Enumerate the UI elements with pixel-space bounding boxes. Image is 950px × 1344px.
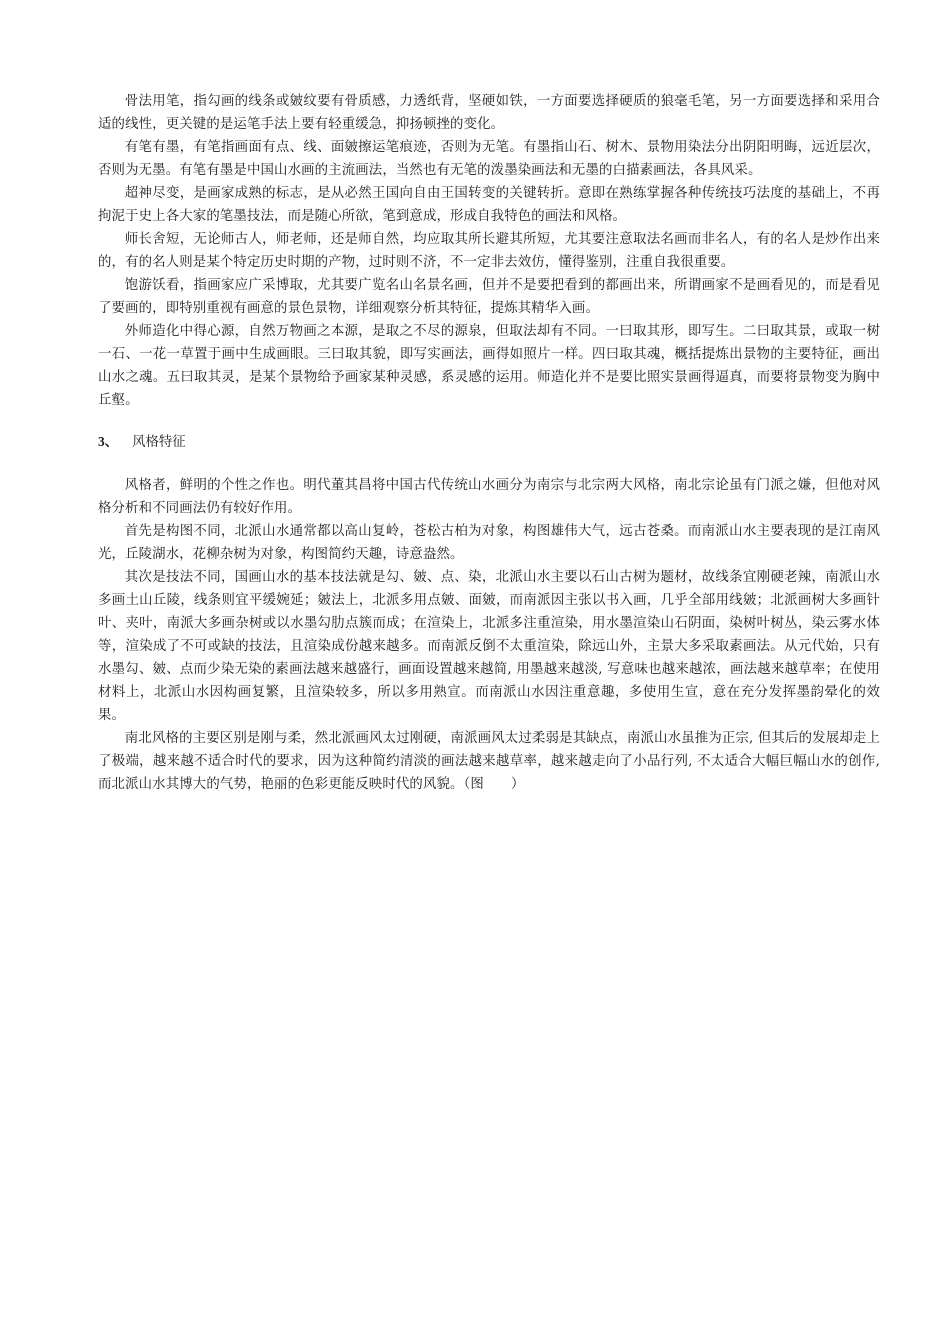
paragraph-travel-observe: 饱游饫看，指画家应广采博取，尤其要广览名山名景名画，但并不是要把看到的都画出来，所谓画家不是画看见的，而是看见了要画的，即特别重视有画意的景色景物，详细观察分析其特征，提炼其精华入画。 xyxy=(98,278,880,316)
paragraph-technique: 其次是技法不同，国画山水的基本技法就是勾、皴、点、染，北派山水主要以石山古树为题材，故线条宜刚硬老辣，南派山水多画土山丘陵，线条则宜平缓婉延；皴法上，北派多用点皴、面皴，而南派因主张以书入画，几乎全部用线皴；北派画树大多画针叶、夹叶，南派大多画杂树或以水墨勾肋点簇而成；在渲染上，北派多注重渲染，用水墨渲染山石阴面，染树叶树丛，染云雾水体等，渲染成了不可或缺的技法，且渲染成份越来越多。而南派反倒不太重渲染，除远山外，主景大多采取素画法。从元代始，只有水墨勾、皴、点而少染无染的素画法越来越盛行，画面设置越来越简, 用墨越来越淡, 写意味也越来越浓，画法越来越草率；在使用材料上，北派山水因构画复繁，且渲染较多，所以多用熟宣。而南派山水因注重意趣，多使用生宣，意在充分发挥墨韵晕化的效果。 xyxy=(98,570,880,723)
paragraph-composition: 首先是构图不同，北派山水通常都以高山复岭，苍松古柏为对象，构图雄伟大气，远古苍桑。而南派山水主要表现的是江南风光，丘陵湖水，花柳杂树为对象，构图简约天趣，诗意盎然。 xyxy=(98,524,880,562)
paragraph-nature-source: 外师造化中得心源，自然万物画之本源，是取之不尽的源泉，但取法却有不同。一曰取其形，即写生。二曰取其景，或取一树一石、一花一草置于画中生成画眼。三曰取其貌，即写实画法，画得如照片一样。四曰取其魂，概括提炼出景物的主要特征，画出山水之魂。五曰取其灵，是某个景物给予画家某种灵感，系灵感的运用。师造化并不是要比照实景画得逼真，而要将景物变为胸中丘壑。 xyxy=(98,324,880,408)
paragraph-brush-ink: 有笔有墨，有笔指画面有点、线、面皴擦运笔痕迹，否则为无笔。有墨指山石、树木、景物用染法分出阴阳明晦，远近层次，否则为无墨。有笔有墨是中国山水画的主流画法，当然也有无笔的泼墨染画法和无墨的白描素画法，各具风采。 xyxy=(98,140,880,178)
paragraph-style-intro: 风格者，鲜明的个性之作也。明代董其昌将中国古代传统山水画分为南宗与北宗两大风格，南北宗论虽有门派之嫌，但他对风格分析和不同画法仍有较好作用。 xyxy=(98,478,880,516)
section-title: 风格特征 xyxy=(132,435,186,450)
section-body-1 xyxy=(98,90,880,412)
paragraph-main-difference: 南北风格的主要区别是刚与柔，然北派画风太过刚硬，南派画风太过柔弱是其缺点，南派山水虽推为正宗, 但其后的发展却走上了极端，越来越不适合时代的要求，因为这种简约清淡的画法越来越草率，越来越走向了小品行列, 不太适合大幅巨幅山水的创作, 而北派山水其博大的气势，艳丽的色彩更能反映时代的风貌。（图 ） xyxy=(98,731,880,792)
document-page xyxy=(98,90,880,796)
paragraph-bone-method: 骨法用笔，指勾画的线条或皴纹要有骨质感，力透纸背，坚硬如铁，一方面要选择硬质的狼毫毛笔，另一方面要选择和采用合适的线性，更关键的是运笔手法上要有轻重缓急，抑扬顿挫的变化。 xyxy=(98,94,880,132)
section-heading xyxy=(98,430,880,454)
section-body-3 xyxy=(98,474,880,796)
paragraph-learn-strengths: 师长舍短，无论师古人，师老师，还是师自然，均应取其所长避其所短，尤其要注意取法名画而非名人，有的名人是炒作出来的，有的名人则是某个特定历史时期的产物，过时则不济，不一定非去效仿，懂得鉴别，注重自我很重要。 xyxy=(98,232,880,270)
section-number: 3、 xyxy=(98,434,119,449)
paragraph-transcend: 超神尽变，是画家成熟的标志，是从必然王国向自由王国转变的关键转折。意即在熟练掌握各种传统技巧法度的基础上，不再拘泥于史上各大家的笔墨技法，而是随心所欲，笔到意成，形成自我特色的画法和风格。 xyxy=(98,186,880,224)
